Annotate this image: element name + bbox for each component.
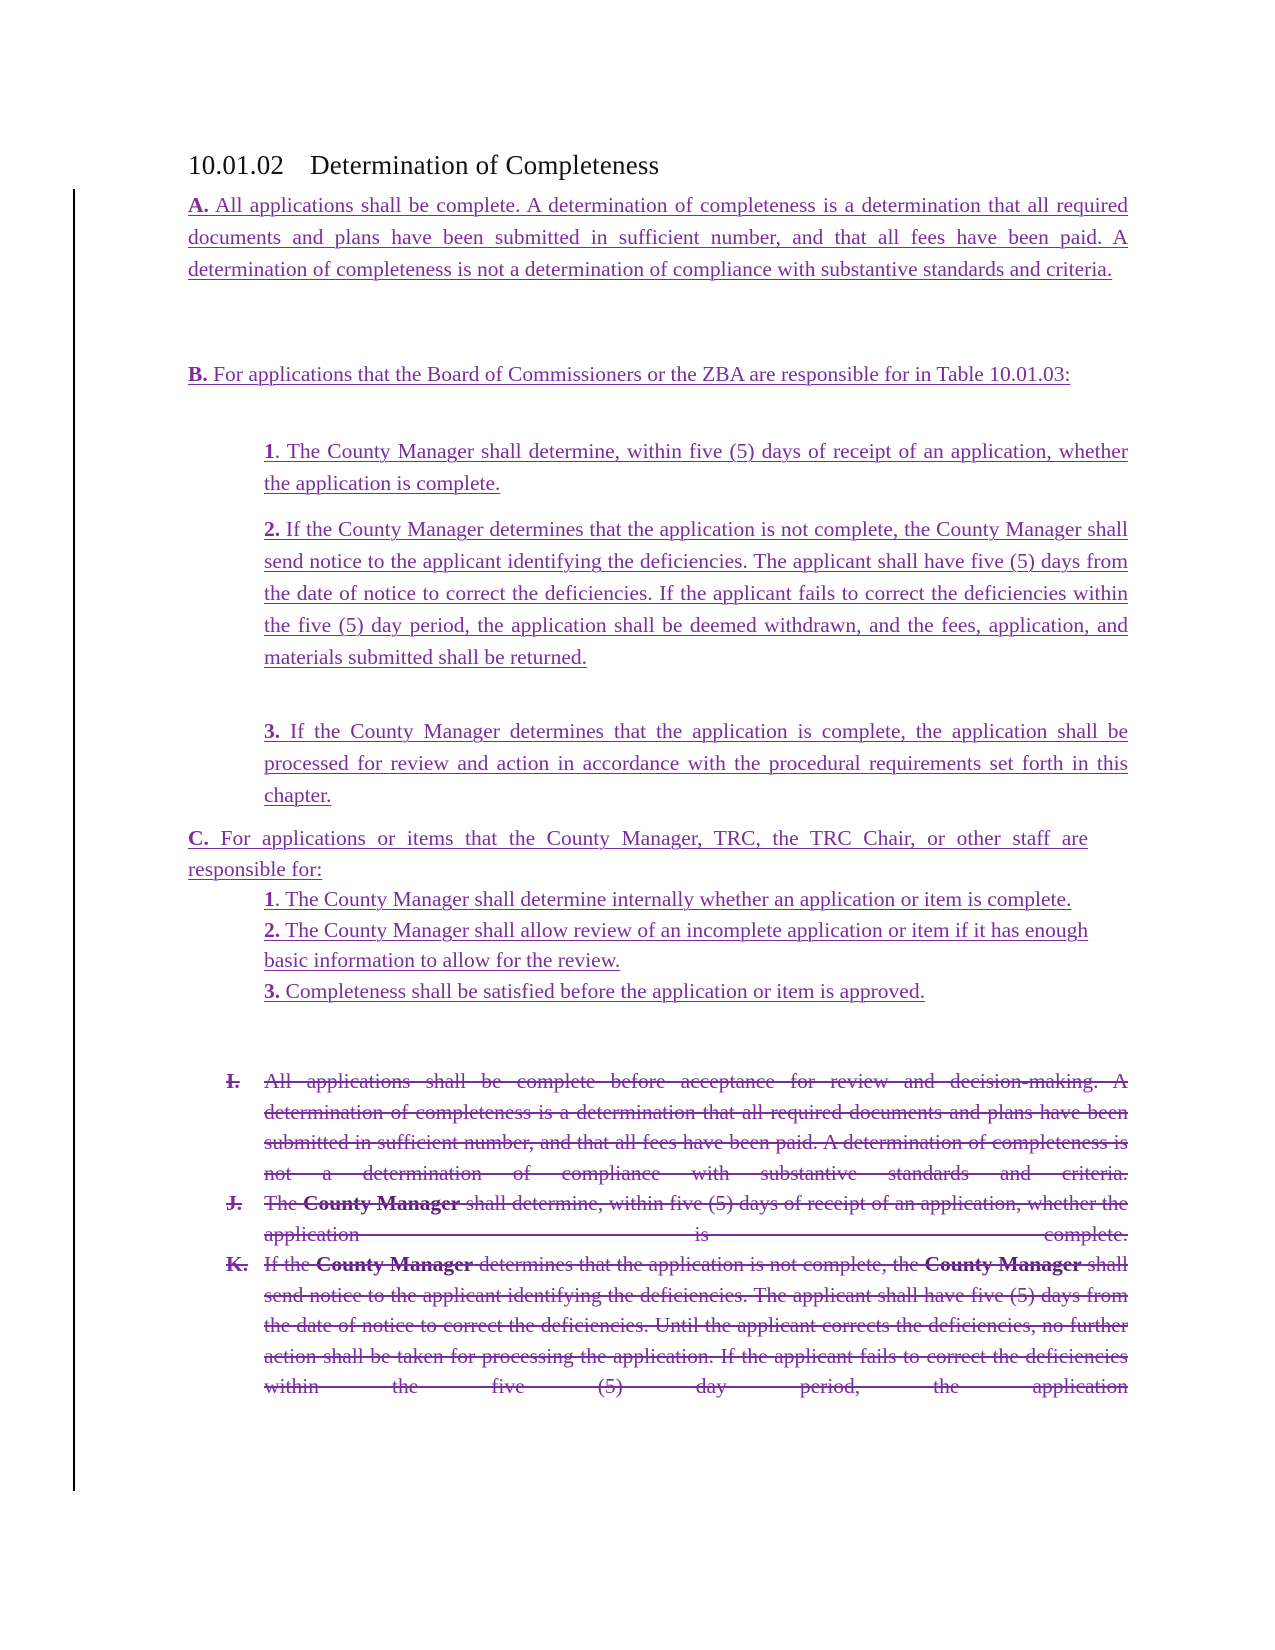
section-c-item-1-text: . The County Manager shall determine internally whether an application or item is complete. — [274, 887, 1072, 911]
deleted-item-k-body — [264, 1249, 1128, 1402]
section-b-item-2-label: 2. — [264, 517, 281, 541]
section-number: 10.01.02 — [188, 150, 285, 180]
section-b-item-2 — [264, 513, 1128, 673]
section-c-item-2 — [264, 915, 1124, 976]
section-b-label: B. — [188, 362, 208, 386]
deleted-item-k-bold2: County Manager — [924, 1252, 1082, 1276]
section-b-item-3 — [264, 715, 1128, 811]
deleted-item-k-mid: determines that the application is not complete, the — [473, 1252, 925, 1276]
section-a — [188, 189, 1128, 285]
section-c-item-3-label: 3. — [264, 978, 281, 1003]
section-c — [188, 823, 1088, 884]
section-c-item-1-label: 1 — [264, 887, 275, 911]
section-heading — [188, 150, 659, 181]
section-c-items — [264, 884, 1124, 1006]
deleted-item-j-bold: County Manager — [302, 1191, 461, 1215]
section-c-label: C. — [188, 826, 209, 850]
deleted-item-i-letter: I. — [226, 1069, 240, 1093]
section-b-item-1 — [264, 435, 1128, 499]
section-b-text: For applications that the Board of Commissioners or the ZBA are responsible for in Table 10.01.03: — [213, 362, 1071, 386]
section-b-item-3-text: If the County Manager determines that the application is complete, the application shall be processed for review and action in accordance with the procedural requirements set forth in this chapter. — [264, 719, 1128, 807]
change-bar — [73, 189, 75, 1491]
section-c-text: For applications or items that the County Manager, TRC, the TRC Chair, or other staff are responsible for: — [188, 826, 1088, 881]
deleted-item-k-bold: County Manager — [315, 1252, 474, 1276]
section-c-item-3 — [264, 976, 1124, 1007]
section-b-item-2-text: If the County Manager determines that the application is not complete, the County Manager shall send notice to the applicant identifying the deficiencies. The applicant shall have five (5) days from the date of notice to correct the deficiencies. If the applicant fails to correct the deficiencies within the five (5) day period, the application shall be deemed withdrawn, and the fees, application, and materials submitted shall be returned. — [264, 517, 1129, 669]
deleted-item-k-post: shall send notice to the applicant identifying the deficiencies. The applicant shall have five (5) days from the date of notice to correct the deficiencies. Until the applicant corrects the deficiencies, no further action shall be taken for processing the application. If the applicant fails to correct the deficiencies within the five (5) day period, the application — [264, 1252, 1129, 1398]
section-b — [188, 358, 1128, 390]
section-c-item-2-text: The County Manager shall allow review of an incomplete application or item if it has enough basic information to allow for the review. — [264, 917, 1089, 972]
deleted-item-k-letter: K. — [226, 1252, 249, 1276]
deleted-item-i-text: All applications shall be complete before acceptance for review and decision-making. A determination of completeness is a determination that all required documents and plans have been submitted in sufficient number, and that all fees have been paid. A determination of completeness is not a determination of compliance with substantive standards and criteria. — [264, 1069, 1128, 1185]
section-b-item-1-label: 1 — [264, 439, 275, 463]
section-c-item-1 — [264, 884, 1124, 915]
section-b-item-3-label: 3. — [264, 719, 281, 743]
deleted-item-j-pre: The — [264, 1191, 303, 1215]
deleted-item-j-letter: J. — [226, 1191, 243, 1215]
deleted-item-k-pre: If the — [264, 1252, 316, 1276]
deleted-item-j-body — [264, 1188, 1128, 1249]
deleted-item-j — [226, 1188, 1128, 1249]
section-a-label: A. — [188, 193, 209, 217]
section-title: Determination of Completeness — [310, 150, 660, 180]
section-c-item-3-text: Completeness shall be satisfied before the application or item is approved. — [285, 978, 925, 1003]
deleted-item-k — [226, 1249, 1128, 1402]
deleted-items — [226, 1066, 1128, 1402]
deleted-item-j-post: shall determine, within five (5) days of receipt of an application, whether the application is complete. — [264, 1191, 1128, 1246]
deleted-item-i — [226, 1066, 1128, 1188]
section-a-text: All applications shall be complete. A determination of completeness is a determination that all required documents and plans have been submitted in sufficient number, and that all fees have been paid. A determination of completeness is not a determination of compliance with substantive standards and criteria. — [188, 193, 1128, 281]
section-c-item-2-label: 2. — [264, 917, 281, 942]
section-b-item-1-text: . The County Manager shall determine, within five (5) days of receipt of an application, whether the application is complete. — [264, 439, 1128, 495]
